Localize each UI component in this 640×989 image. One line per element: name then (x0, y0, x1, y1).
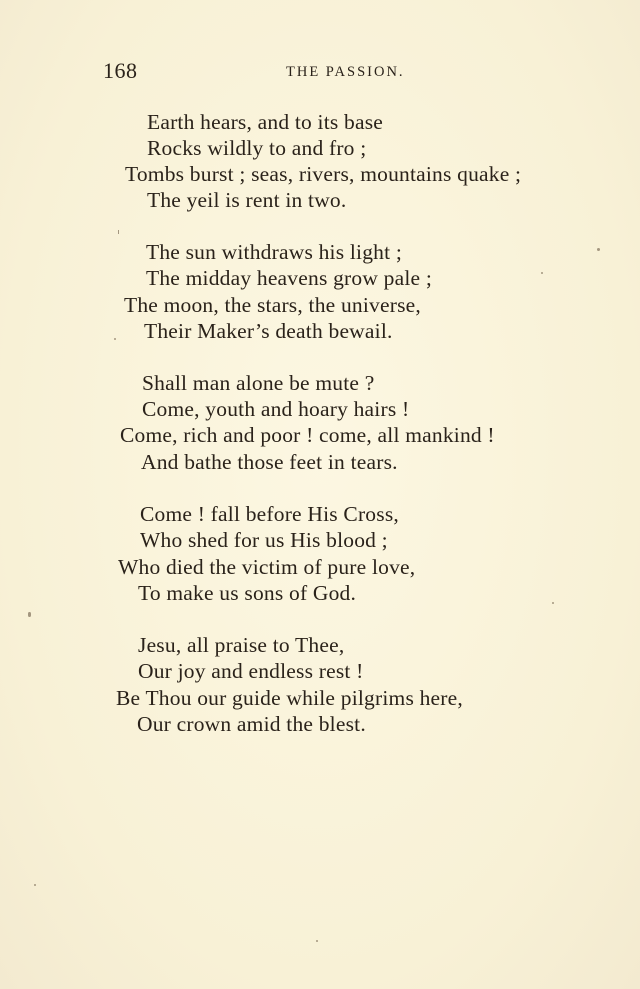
poem-line: Be Thou our guide while pilgrims here, (116, 686, 463, 710)
paper-speck (552, 602, 554, 604)
running-title: THE PASSION. (286, 64, 405, 80)
poem-line: Jesu, all praise to Thee, (138, 633, 345, 657)
poem-line: The yeil is rent in two. (147, 188, 347, 212)
paper-speck (114, 338, 116, 340)
poem-line: Who shed for us His blood ; (140, 528, 388, 552)
poem-line: The midday heavens grow pale ; (146, 266, 433, 290)
poem-line: Tombs burst ; seas, rivers, mountains quake ; (125, 162, 522, 186)
paper-speck (118, 230, 119, 234)
poem-line: The moon, the stars, the universe, (124, 293, 421, 317)
paper-speck (34, 884, 36, 886)
poem-line: Their Maker’s death bewail. (144, 319, 393, 343)
poem-line: To make us sons of God. (138, 581, 357, 605)
poem-line: Our crown amid the blest. (137, 712, 366, 736)
poem-line: Come, rich and poor ! come, all mankind ! (120, 423, 495, 447)
poem-line: And bathe those feet in tears. (141, 450, 398, 474)
poem-line: Our joy and endless rest ! (138, 659, 364, 683)
poem-line: Rocks wildly to and fro ; (147, 136, 367, 160)
poem-line: The sun withdraws his light ; (146, 240, 403, 264)
paper-speck (316, 940, 318, 942)
poem-line: Come, youth and hoary hairs ! (142, 397, 410, 421)
poem-line: Come ! fall before His Cross, (140, 502, 399, 526)
paper-speck (597, 248, 600, 251)
paper-speck (28, 612, 31, 617)
page-number: 168 (103, 58, 138, 83)
paper-speck (541, 272, 543, 274)
poem-line: Shall man alone be mute ? (142, 371, 375, 395)
poem-line: Earth hears, and to its base (147, 110, 384, 134)
poem-line: Who died the victim of pure love, (118, 555, 416, 579)
